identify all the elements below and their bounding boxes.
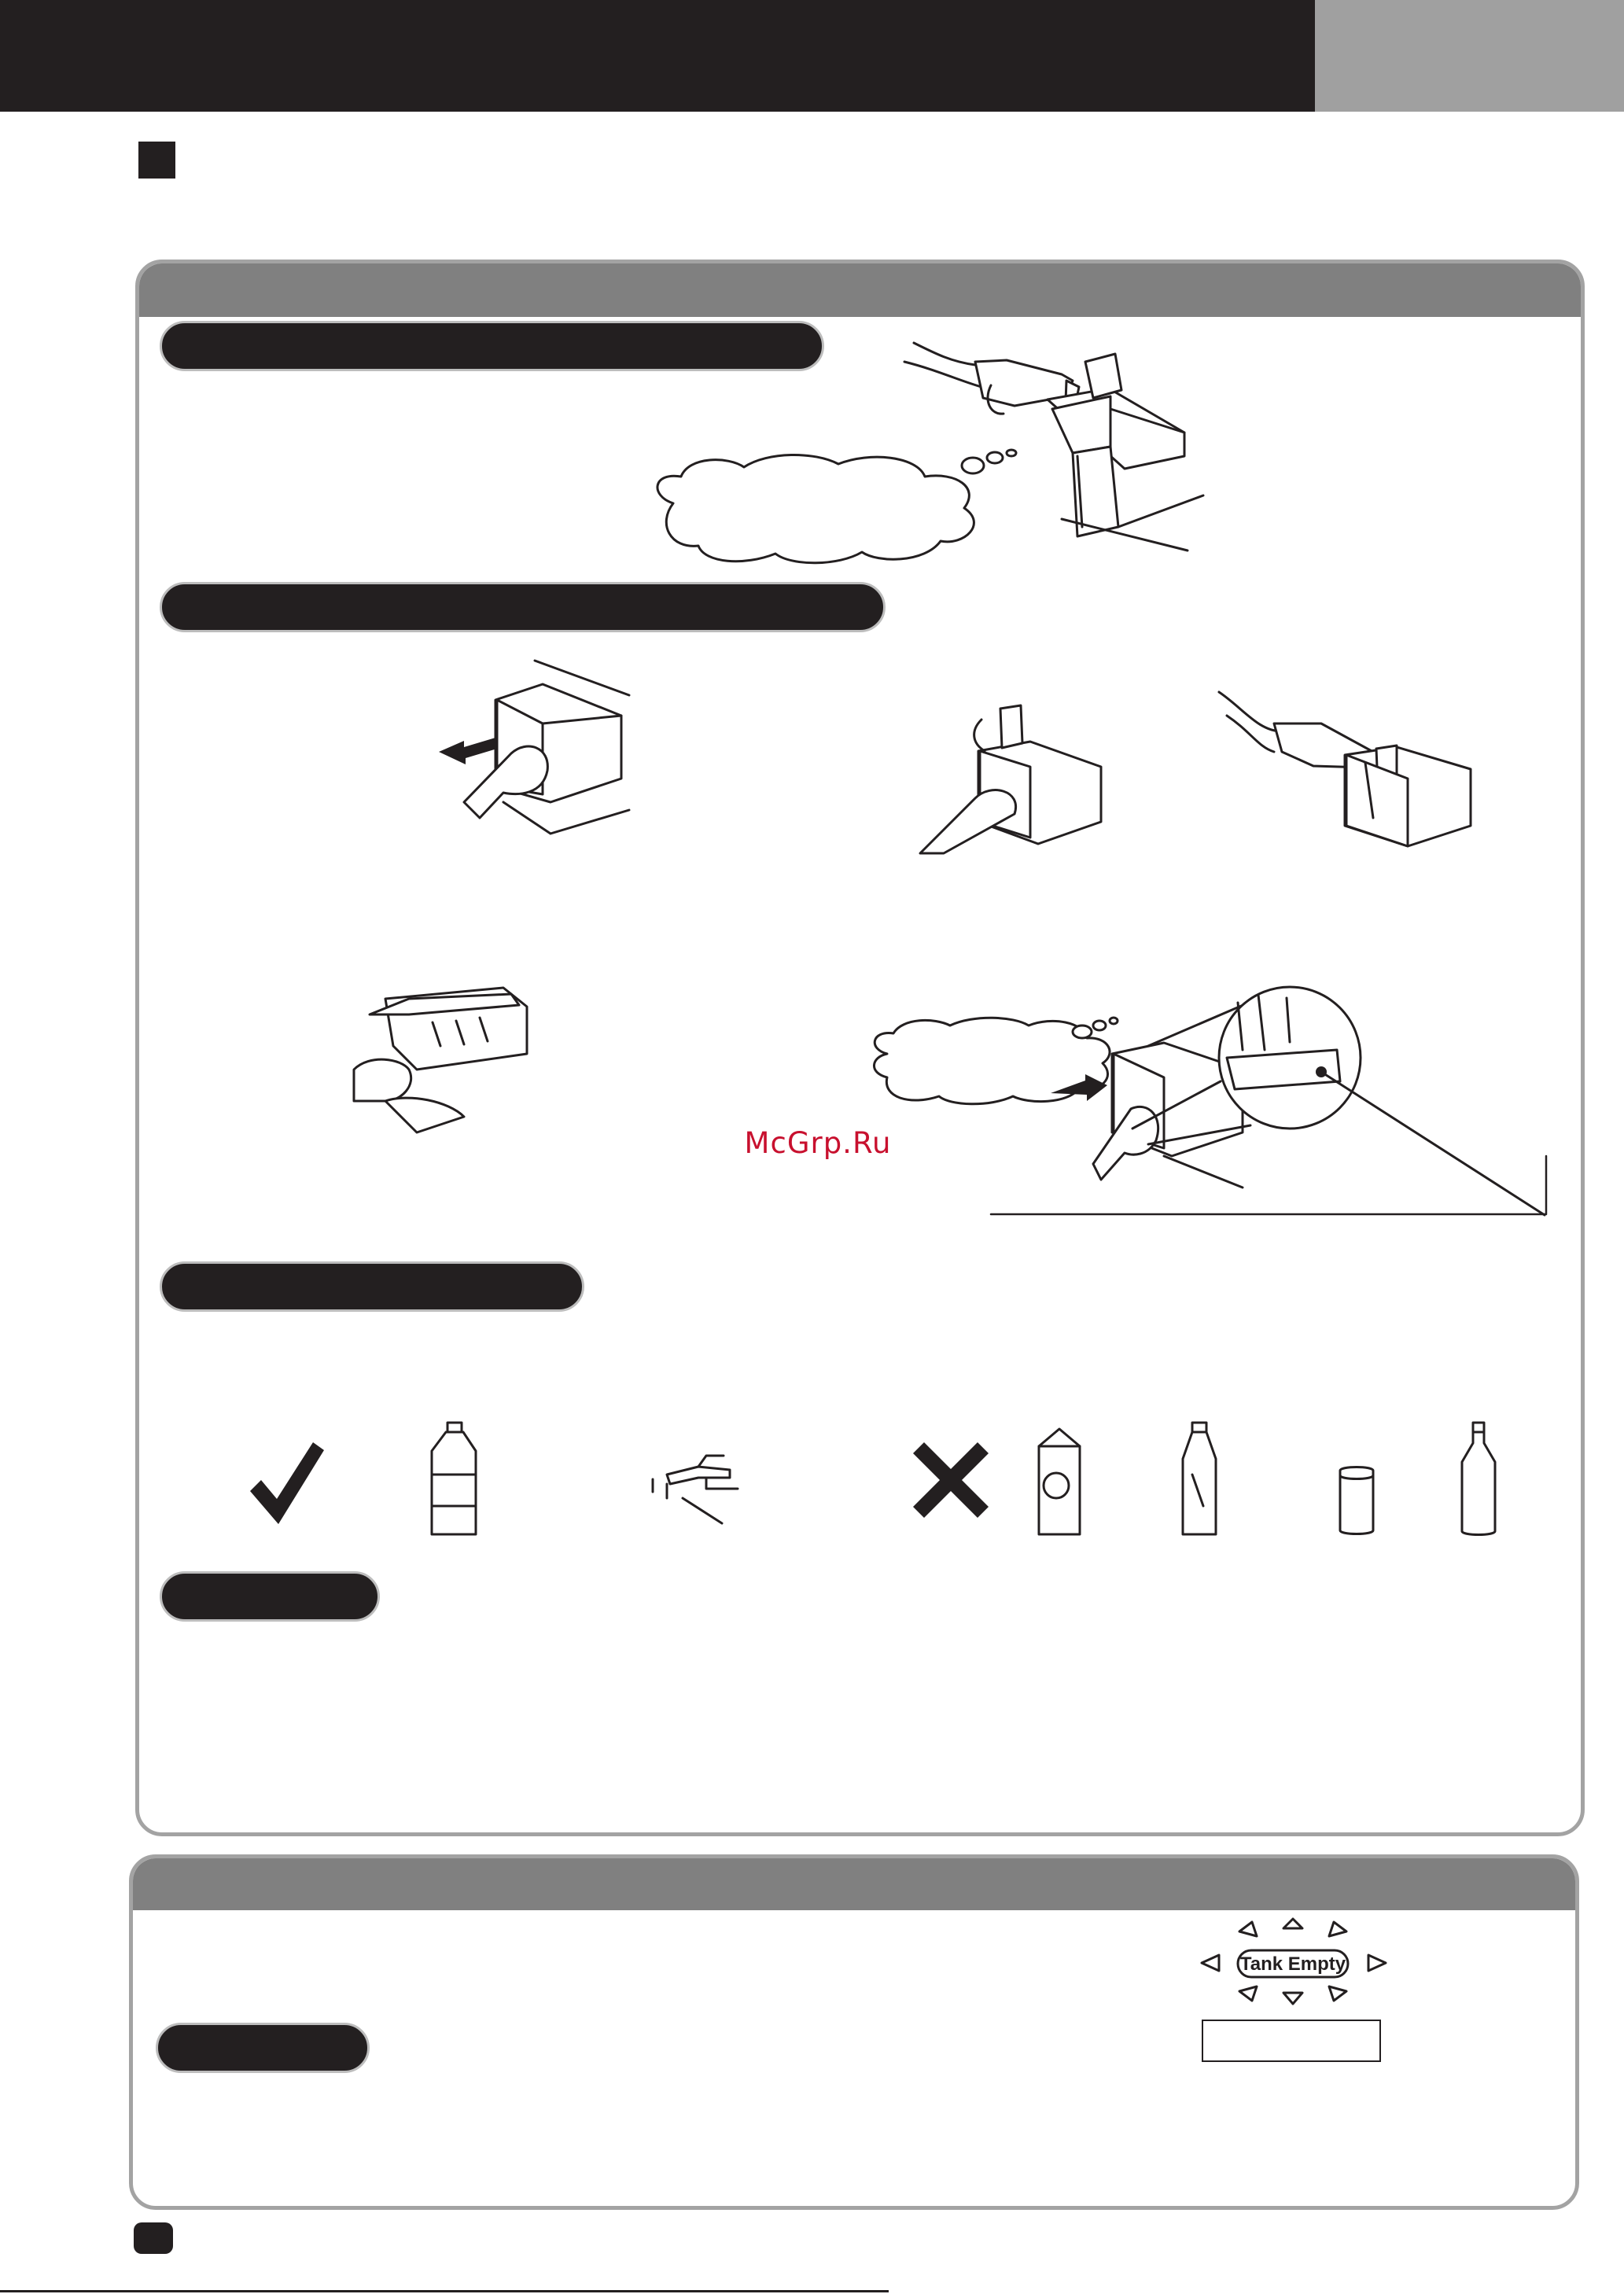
plastic-water-bottle-icon: [429, 1419, 480, 1537]
page-number-marker: [134, 2222, 173, 2254]
juice-carton-icon: [1036, 1427, 1083, 1537]
tank-empty-indicator: [1195, 1916, 1392, 2009]
header-tab: [1315, 0, 1624, 112]
soda-can-icon: [1337, 1464, 1376, 1537]
open-lid-illustration: [912, 704, 1109, 861]
tank-empty-panel-header: [133, 1858, 1575, 1910]
callout-line: [991, 1156, 1549, 1219]
water-faucet-icon: [651, 1451, 738, 1526]
water-tank-panel-header: [139, 263, 1581, 317]
thought-bubble-1: [642, 448, 1019, 574]
sports-drink-bottle-icon: [1180, 1419, 1219, 1537]
tank-empty-label: Tank Empty: [1239, 1953, 1346, 1975]
glass-bottle-icon: [1459, 1419, 1498, 1537]
check-mark-icon: [245, 1439, 324, 1526]
subheading-pill-2: [160, 582, 886, 632]
display-panel-box: [1202, 2020, 1381, 2062]
note-pill-1: [160, 1571, 380, 1622]
subheading-pill-1: [160, 321, 824, 371]
section-marker: [138, 142, 175, 179]
header-bar: [0, 0, 1315, 112]
watermark-text: McGrp.Ru: [744, 1126, 892, 1160]
wash-tank-illustration: [338, 983, 535, 1140]
remove-tank-illustration: [433, 653, 637, 849]
fill-tank-illustration: [1219, 676, 1479, 889]
note-pill-2: [156, 2023, 370, 2073]
subheading-pill-3: [160, 1261, 584, 1312]
footer-rule: [0, 2290, 889, 2292]
cross-mark-icon: [910, 1439, 992, 1521]
